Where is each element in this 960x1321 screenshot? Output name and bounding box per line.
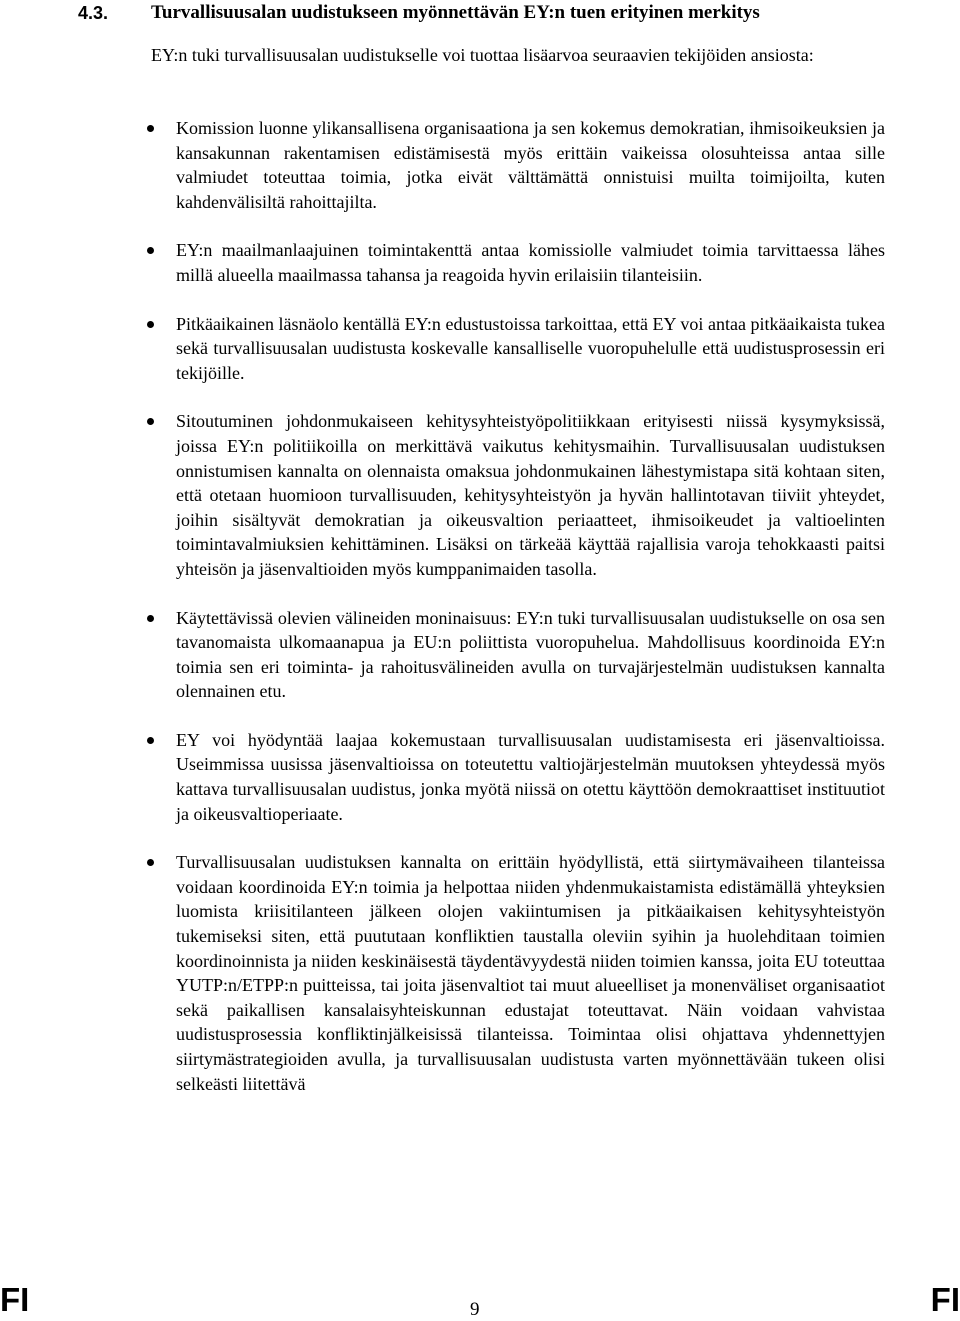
- bullet-icon: [147, 321, 154, 328]
- page-number: 9: [470, 1299, 480, 1320]
- bullet-icon: [147, 737, 154, 744]
- section-heading: [0, 0, 960, 26]
- bullet-list: [0, 116, 960, 1120]
- bullet-icon: [147, 125, 154, 132]
- bullet-icon: [147, 418, 154, 425]
- bullet-icon: [147, 615, 154, 622]
- footer-language-code-right: FI: [930, 1281, 960, 1318]
- list-item-text: Komission luonne ylikansallisena organisaationa ja sen kokemus demokratian, ihmisoikeuksien ja kansakunnan rakentamisen edistämisestä myös erittäin vaikeissa olosuhteissa antaa sille valmiudet toteuttaa toimia, jotka eivät välttämättä onnistuisi muilta toimijoilta, kuten kahdenvälisiltä rahoittajilta.: [176, 118, 885, 212]
- section-title: Turvallisuusalan uudistukseen myönnettävän EY:n tuen erityinen merkitys: [151, 2, 760, 23]
- list-item-text: Sitoutuminen johdonmukaiseen kehitysyhteistyöpolitiikkaan erityisesti niissä kysymyksissä, joissa EY:n politiikoilla on merkittävä vaikutus kehitysmaihin. Turvallisuusalan uudistuksen onnistumisen kannalta on olennaista omaksua johdonmukainen lähestymistapa sitä kohtaan siten, että otetaan huomioon turvallisuuden, kehitysyhteistyön ja hyvän hallintotavan tiiviit yhteydet, joihin sisältyvät demokratian ja oikeusvaltion periaatteet, ihmisoikeudet ja valtioelinten toimintavalmiuksien kehittäminen. Lisäksi on tärkeää käyttää rajallisia varoja tehokkaasti paitsi yhteisön ja jäsenvaltioiden myös kumppanimaiden tasolla.: [176, 411, 885, 579]
- list-item: [176, 850, 885, 1096]
- section-number: 4.3.: [78, 3, 109, 23]
- list-item: [176, 606, 885, 704]
- intro-paragraph: EY:n tuki turvallisuusalan uudistukselle voi tuottaa lisäarvoa seuraavien tekijöiden ansiosta:: [151, 45, 814, 65]
- list-item: [176, 312, 885, 386]
- list-item: [176, 409, 885, 581]
- list-item-text: EY voi hyödyntää laajaa kokemustaan turvallisuusalan uudistamisesta eri jäsenvaltioissa. Useimmissa uusissa jäsenvaltioissa on toteutettu valtiojärjestelmän muutoksen yhteydessä myös kattava turvallisuusalan uudistus, jonka myötä niissä on otettu käyttöön demokraattiset instituutiot ja oikeusvaltioperiaate.: [176, 729, 885, 824]
- list-item-text: Pitkäaikainen läsnäolo kentällä EY:n edustustoissa tarkoittaa, että EY voi antaa pitkäaikaista tukea sekä turvallisuusalan uudistusta koskevalle kansalliselle vuoropuhelulle että uudistusprosessin eri tekijöille.: [176, 313, 885, 383]
- list-item-text: EY:n maailmanlaajuinen toimintakenttä antaa komissiolle valmiudet toimia tarvittaessa lähes millä alueella maailmassa tahansa ja reagoida hyvin erilaisiin tilanteisiin.: [176, 240, 885, 285]
- list-item-text: Turvallisuusalan uudistuksen kannalta on erittäin hyödyllistä, että siirtymävaiheen tilanteissa voidaan koordinoida EY:n toimia ja helpottaa niiden yhdenmukaistamista edistämällä yhteyksien luomista kriisitilanteen jälkeen olojen vakiintumisen ja pitkäaikaisen kehitysyhteistyön tukemiseksi siten, että puututaan konfliktien taustalla oleviin syihin ja huolehditaan toimien koordinoinnista ja niiden keskinäisestä täydentävyydestä niiden toimien kanssa, joita EU toteuttaa YUTP:n/ETPP:n puitteissa, tai joita jäsenvaltiot tai muut alueelliset ja monenväliset organisaatiot sekä paikallisen kansalaisyhteiskunnan edustajat toteuttavat. Näin voidaan vahvistaa uudistusprosessia konfliktinjälkeisissä tilanteissa. Toimintaa olisi ohjattava yhdennettyjen siirtymästrategioiden avulla, ja turvallisuusalan uudistusta varten myönnettävään tukeen olisi selkeästi liitettävä: [176, 852, 885, 1094]
- bullet-icon: [147, 247, 154, 254]
- list-item-text: Käytettävissä olevien välineiden moninaisuus: EY:n tuki turvallisuusalan uudistukselle on osa sen tavanomaista ulkomaanapua ja EU:n poliittista vuoropuhelua. Mahdollisuus koordinoida EY:n toimia sen eri toiminta- ja rahoitusvälineiden avulla on turvajärjestelmän uudistuksen kannalta olennainen etu.: [176, 607, 885, 702]
- list-item: [176, 116, 885, 214]
- footer-language-code-left: FI: [0, 1281, 30, 1318]
- list-item: [176, 728, 885, 826]
- list-item: [176, 238, 885, 287]
- bullet-icon: [147, 859, 154, 866]
